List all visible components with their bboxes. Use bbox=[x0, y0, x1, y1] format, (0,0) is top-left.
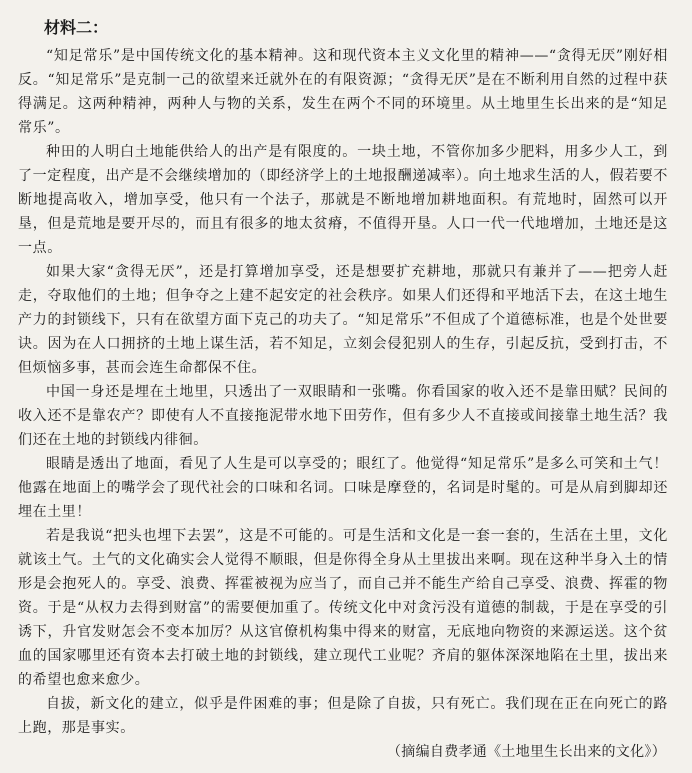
paragraph-4: 中国一身还是埋在土地里，只透出了一双眼睛和一张嘴。你看国家的收入还不是靠田赋？民间的收入还不是靠农产？即使有人不直接拖泥带水地下田劳作，但有多少人不直接或间接靠土地生活？我们还在土地的封锁线内徘徊。 bbox=[18, 384, 668, 448]
paragraph-3: 如果大家“贪得无厌”，还是打算增加享受，还是想要扩充耕地，那就只有兼并了——把旁人赶走，夺取他们的土地；但争夺之上建不起安定的社会秩序。如果人们还得和平地活下去，在这土地生产力的封锁线下，只有在欲望方面下克己的功夫了。“知足常乐”不但成了个道德标准，也是个处世要诀。因为在人口拥挤的土地上谋生活，若不知足，立刻会侵犯别人的生存，引起反抗，受到打击，不但烦恼多事，甚而会连生命都保不住。 bbox=[18, 264, 668, 376]
paragraph-5: 眼睛是透出了地面，看见了人生是可以享受的；眼红了。他觉得“知足常乐”是多么可笑和土气！他露在地面上的嘴学会了现代社会的口味和名词。口味是摩登的，名词是时髦的。可是从肩到脚却还埋在土里！ bbox=[18, 456, 668, 520]
section-heading: 材料二： bbox=[44, 18, 109, 37]
paragraph-7: 自拔，新文化的建立，似乎是件困难的事；但是除了自拔，只有死亡。我们现在正在向死亡的路上跑，那是事实。 bbox=[18, 696, 668, 736]
paragraph-1: “知足常乐”是中国传统文化的基本精神。这和现代资本主义文化里的精神——“贪得无厌”刚好相反。“知足常乐”是克制一己的欲望来迁就外在的有限资源；“贪得无厌”是在不断利用自然的过程中获得满足。这两种精神，两种人与物的关系，发生在两个不同的环境里。从土地里生长出来的是“知足常乐”。 bbox=[18, 48, 668, 136]
source-citation: （摘编自费孝通《土地里生长出来的文化》） bbox=[387, 744, 666, 760]
paragraph-6: 若是我说“把头也埋下去罢”，这是不可能的。可是生活和文化是一套一套的，生活在土里，文化就该土气。土气的文化确实会人觉得不顺眼，但是你得全身从土里拔出来啊。现在这种半身入土的情形是会抱死人的。享受、浪费、挥霍被视为应当了，而自己并不能生产给自己享受、浪费、挥霍的物资。于是“从权力去得到财富”的需要便加重了。传统文化中对贪污没有道德的制裁，于是在享受的引诱下，升官发财怎会不变本加厉？从这官僚机构集中得来的财富，无底地向物资的来源运送。这个贫血的国家哪里还有资本去打破土地的封锁线，建立现代工业呢？齐肩的躯体深深地陷在土里，拔出来的希望也愈来愈少。 bbox=[18, 528, 668, 688]
paragraph-2: 种田的人明白土地能供给人的出产是有限度的。一块土地，不管你加多少肥料，用多少人工，到了一定程度，出产是不会继续增加的（即经济学上的土地报酬递减率）。向土地求生活的人，假若要不断地提高收入，增加享受，他只有一个法子，那就是不断地增加耕地面积。有荒地时，固然可以开垦，但是荒地是要开尽的，而且有很多的地太贫瘠，不值得开垦。人口一代一代地增加，土地还是这一点。 bbox=[18, 144, 668, 256]
